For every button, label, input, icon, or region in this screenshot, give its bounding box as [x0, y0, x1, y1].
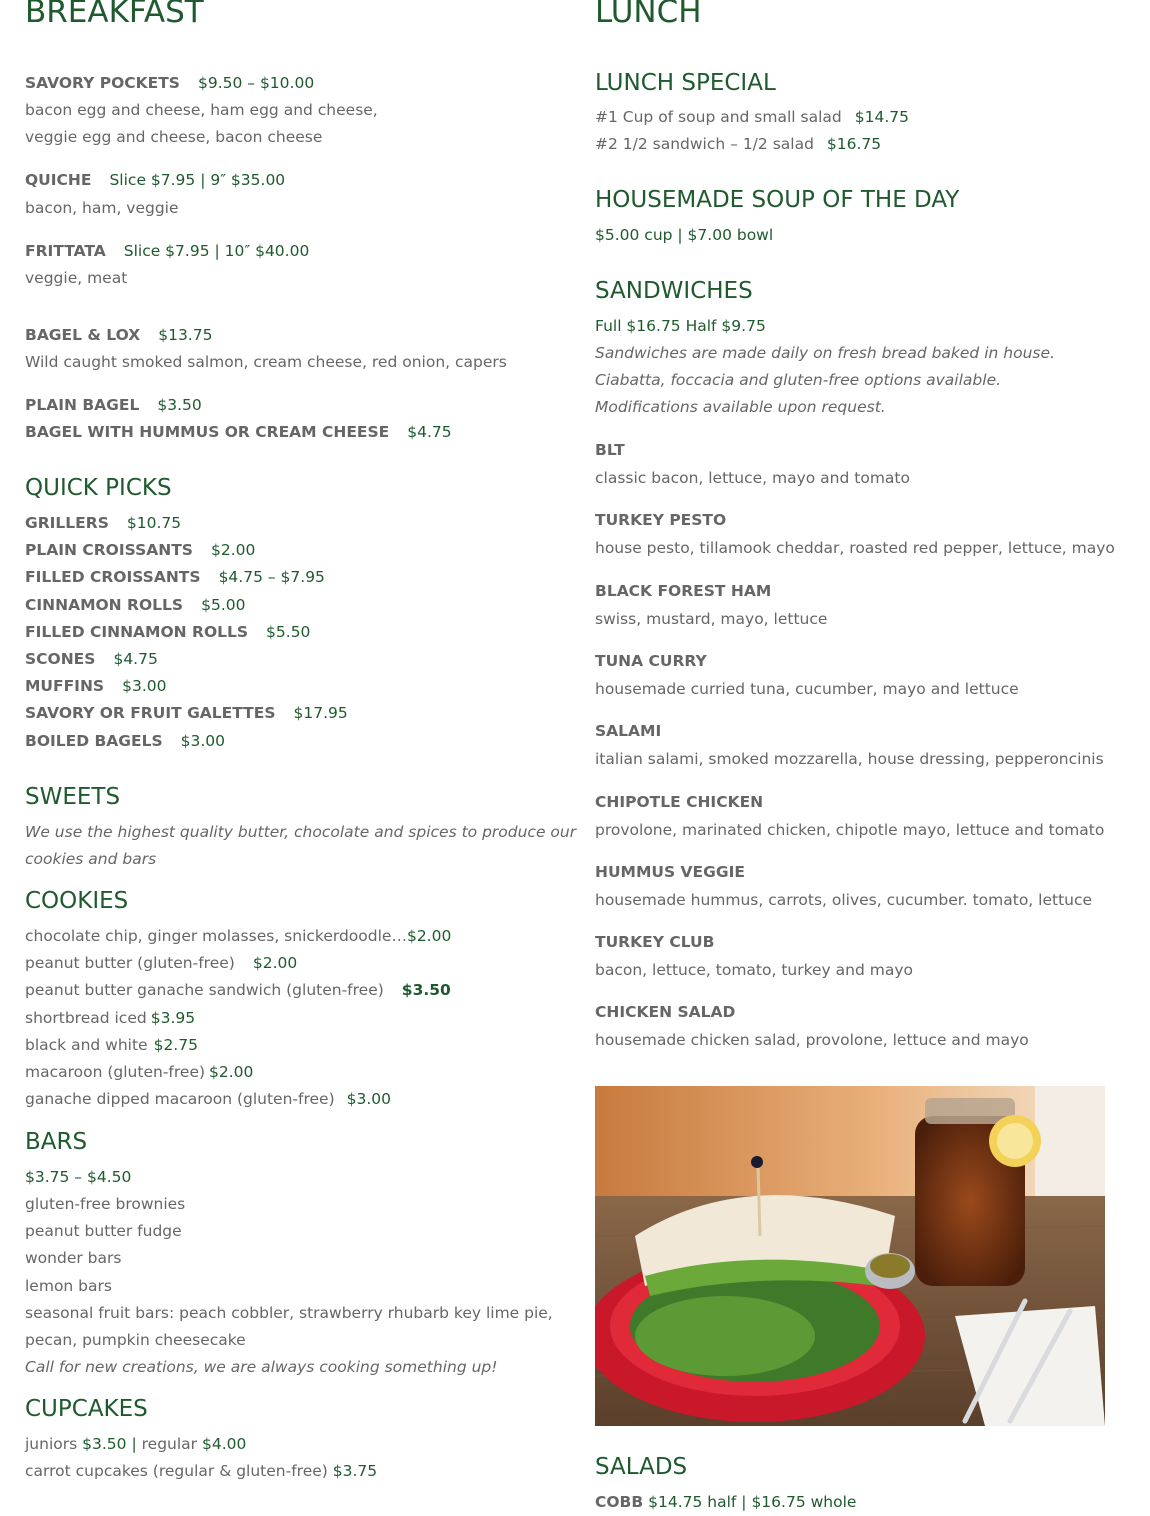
quick-pick-item: PLAIN CROISSANTS $2.00 [25, 541, 256, 560]
list-item: gluten-free brownies [25, 1195, 186, 1213]
sandwich-name: TUNA CURRY [595, 651, 707, 670]
cookie-item: macaroon (gluten-free) $2.00 [25, 1063, 254, 1081]
menu-item: SAVORY POCKETS $9.50 – $10.00 [25, 74, 315, 92]
sandwich-description: provolone, marinated chicken, chipotle mayo, lettuce and tomato [595, 820, 1105, 839]
quick-pick-item: SAVORY OR FRUIT GALETTES $17.95 [25, 704, 348, 723]
sandwich-note: Ciabatta, foccacia and gluten-free options available. [595, 371, 1002, 390]
sandwich-name: SALAMI [595, 722, 662, 741]
section-title-sweets: SWEETS [25, 784, 121, 810]
section-title-soup: HOUSEMADE SOUP OF THE DAY [595, 187, 960, 213]
section-title-cupcakes: CUPCAKES [25, 1396, 148, 1422]
lunch-special-item: #2 1/2 sandwich – 1/2 salad $16.75 [595, 135, 882, 154]
quick-pick-item: FILLED CROISSANTS $4.75 – $7.95 [25, 568, 325, 587]
bars-price: $3.75 – $4.50 [25, 1168, 132, 1186]
sandwich-description: housemade chicken salad, provolone, lettuce and mayo [595, 1031, 1029, 1050]
menu-item: juniors $3.50 | regular $4.00 [25, 1435, 247, 1453]
menu-item: BAGEL & LOX $13.75 [25, 326, 213, 344]
section-title-lunch-special: LUNCH SPECIAL [595, 70, 776, 96]
sandwich-description: classic bacon, lettuce, mayo and tomato [595, 469, 910, 487]
lunch-title: LUNCH [595, 0, 702, 30]
cookie-item: chocolate chip, ginger molasses, snickerdoodle…$2.00 [25, 927, 452, 945]
lunch-special-item: #1 Cup of soup and small salad $14.75 [595, 108, 909, 126]
section-title-salads: SALADS [595, 1454, 688, 1480]
item-description: veggie, meat [25, 269, 128, 287]
sandwich-name: BLT [595, 441, 625, 459]
sandwich-description: bacon, lettuce, tomato, turkey and mayo [595, 961, 913, 980]
sandwich-photo [595, 1086, 1105, 1426]
section-title-sandwiches: SANDWICHES [595, 278, 753, 304]
list-item: wonder bars [25, 1249, 122, 1268]
quick-pick-item: CINNAMON ROLLS $5.00 [25, 595, 246, 614]
quick-pick-item: BOILED BAGELS $3.00 [25, 731, 226, 750]
item-description: Wild caught smoked salmon, cream cheese, red onion, capers [25, 353, 507, 371]
sandwich-description: italian salami, smoked mozzarella, house dressing, pepperoncinis [595, 750, 1104, 769]
cookie-item: peanut butter ganache sandwich (gluten-free) $3.50 [25, 981, 451, 1000]
sweets-note: cookies and bars [25, 850, 157, 868]
quick-pick-item: FILLED CINNAMON ROLLS $5.50 [25, 622, 311, 641]
cookie-item: shortbread iced $3.95 [25, 1008, 196, 1027]
list-item: peanut butter fudge [25, 1222, 182, 1241]
bars-note: Call for new creations, we are always cooking something up! [25, 1358, 498, 1376]
sandwich-name: CHICKEN SALAD [595, 1003, 736, 1022]
sandwich-name: CHIPOTLE CHICKEN [595, 792, 764, 811]
quick-pick-item: GRILLERS $10.75 [25, 514, 182, 532]
quick-pick-item: SCONES $4.75 [25, 650, 158, 668]
sandwich-description: house pesto, tillamook cheddar, roasted red pepper, lettuce, mayo [595, 539, 1115, 558]
sandwich-description: swiss, mustard, mayo, lettuce [595, 609, 828, 628]
quick-pick-item: MUFFINS $3.00 [25, 677, 167, 696]
menu-item: PLAIN BAGEL $3.50 [25, 396, 202, 414]
sandwich-description: housemade curried tuna, cucumber, mayo and lettuce [595, 679, 1019, 698]
cookie-item: ganache dipped macaroon (gluten-free) $3.00 [25, 1090, 391, 1109]
section-title-cookies: COOKIES [25, 888, 129, 914]
sandwich-name: TURKEY PESTO [595, 511, 727, 530]
sandwich-description: housemade hummus, carrots, olives, cucumber. tomato, lettuce [595, 890, 1093, 909]
menu-item: carrot cupcakes (regular & gluten-free) $3.75 [25, 1462, 378, 1480]
sandwich-note: Modifications available upon request. [595, 398, 886, 417]
sandwich-note: Sandwiches are made daily on fresh bread baked in house. [595, 344, 1055, 362]
cookie-item: black and white $2.75 [25, 1035, 198, 1054]
section-title-quick-picks: QUICK PICKS [25, 475, 172, 501]
section-title-bars: BARS [25, 1129, 88, 1155]
list-item: lemon bars [25, 1276, 112, 1295]
menu-item: COBB $14.75 half | $16.75 whole [595, 1493, 857, 1511]
breakfast-title: BREAKFAST [25, 0, 204, 30]
item-description: bacon, ham, veggie [25, 199, 179, 217]
list-item: pecan, pumpkin cheesecake [25, 1331, 246, 1349]
cookie-item: peanut butter (gluten-free) $2.00 [25, 954, 298, 973]
sandwich-name: BLACK FOREST HAM [595, 581, 772, 600]
sweets-note: We use the highest quality butter, chocolate and spices to produce our [25, 823, 577, 841]
menu-item: FRITTATA Slice $7.95 | 10″ $40.00 [25, 242, 310, 260]
soup-price: $5.00 cup | $7.00 bowl [595, 226, 774, 244]
menu-item: BAGEL WITH HUMMUS OR CREAM CHEESE $4.75 [25, 423, 452, 441]
sandwich-price: Full $16.75 Half $9.75 [595, 317, 766, 335]
list-item: seasonal fruit bars: peach cobbler, strawberry rhubarb key lime pie, [25, 1304, 553, 1322]
sandwich-name: TURKEY CLUB [595, 933, 715, 952]
menu-item: QUICHE Slice $7.95 | 9″ $35.00 [25, 171, 286, 189]
item-description: bacon egg and cheese, ham egg and cheese, [25, 101, 378, 119]
sandwich-name: HUMMUS VEGGIE [595, 862, 745, 881]
food-photo-illustration [595, 1086, 1105, 1426]
item-description: veggie egg and cheese, bacon cheese [25, 128, 323, 146]
